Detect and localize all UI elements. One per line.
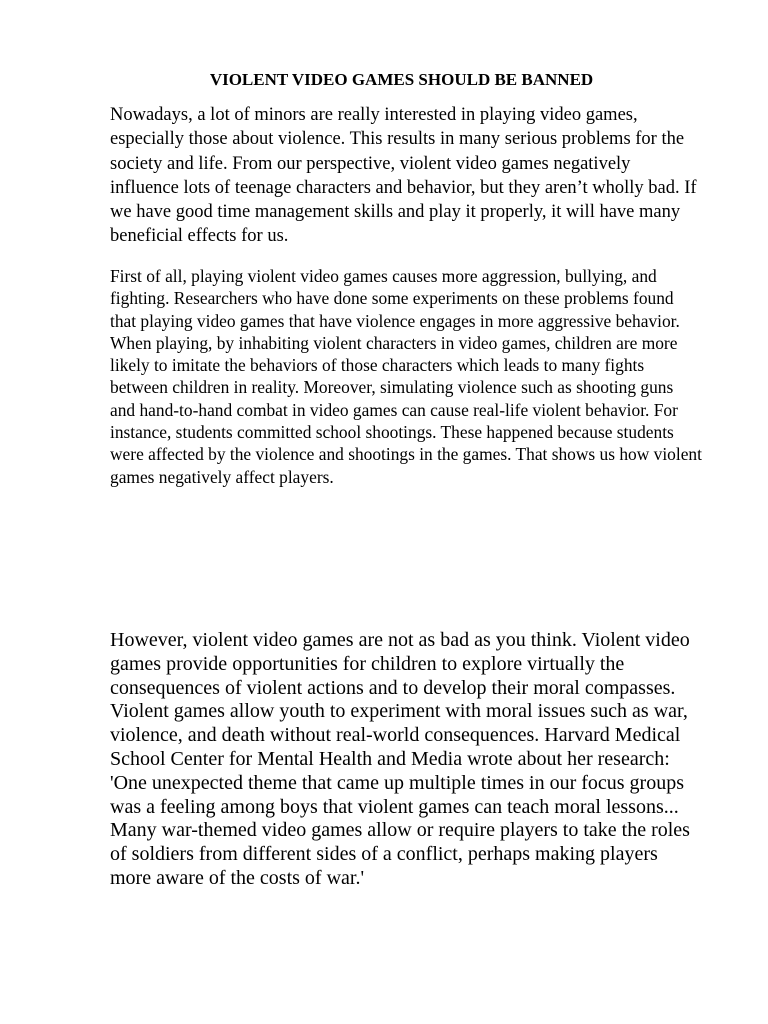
paragraph-negative-effects: First of all, playing violent video games causes more aggression, bullying, and fighting. Researchers who have done some experiments on these problems found that playing video games that have violence engages in more aggressive behavior. When playing, by inhabiting violent characters in video games, children are more likely to imitate the behaviors of those characters which leads to many fights between children in reality. Moreover, simulating violence such as shooting guns and hand-to-hand combat in video games can cause real-life violent behavior. For instance, students committed school shootings. These happened because students were affected by the violence and shootings in the games. That shows us how violent games negatively affect players. bbox=[110, 266, 702, 487]
document-title: VIOLENT VIDEO GAMES SHOULD BE BANNED bbox=[209, 70, 594, 89]
paragraph-introduction: Nowadays, a lot of minors are really interested in playing video games, especially those about violence. This results in many serious problems for the society and life. From our perspective, violent video games negatively influence lots of teenage characters and behavior, but they aren’t wholly bad. If we have good time management skills and play it properly, it will have many beneficial effects for us. bbox=[110, 105, 697, 247]
paragraph-positive-effects: However, violent video games are not as bad as you think. Violent video games provide opportunities for children to explore virtually the consequences of violent actions and to develop their moral compasses. Violent games allow youth to experiment with moral issues such as war, violence, and death without real-world consequences. Harvard Medical School Center for Mental Health and Media wrote about her research: 'One unexpected theme that came up multiple times in our focus groups was a feeling among boys that violent games can teach moral lessons... Many war-themed video games allow or require players to take the roles of soldiers from different sides of a conflict, perhaps making players more aware of the costs of war.' bbox=[110, 629, 690, 889]
